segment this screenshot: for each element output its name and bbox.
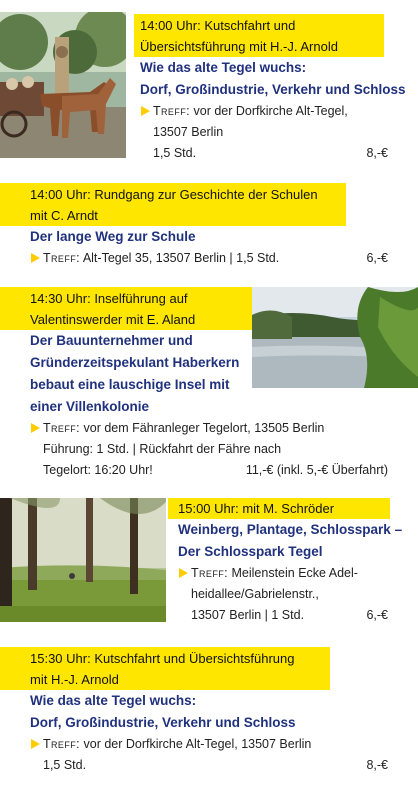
title-line: Der lange Weg zur Schule: [30, 229, 196, 244]
treff-location: vor der Dorfkirche Alt-Tegel, 13507 Berlin: [83, 737, 312, 751]
header-line: 15:30 Uhr: Kutschfahrt und Übersichtsführung: [30, 651, 295, 666]
event-4-price: 6,-€: [366, 608, 388, 622]
treff-location: Meilenstein Ecke Adel-: [231, 566, 358, 580]
header-line: 14:00 Uhr: Rundgang zur Geschichte der Schulen: [30, 187, 318, 202]
title-line: Gründerzeitspekulant Haberkern: [30, 355, 240, 370]
header-line: 15:00 Uhr: mit M. Schröder: [178, 501, 335, 516]
event-5-treff: [43, 734, 311, 776]
header-line: Valentinswerder mit E. Aland: [30, 312, 196, 327]
title-line: Wie das alte Tegel wuchs:: [140, 60, 307, 75]
event-3-price: 11,-€ (inkl. 5,-€ Überfahrt): [245, 463, 388, 477]
event-5-price: 8,-€: [366, 758, 388, 772]
event-2-price: 6,-€: [366, 251, 388, 265]
treff-location: Alt-Tegel 35, 13507 Berlin | 1,5 Std.: [82, 251, 280, 265]
treff-line: 13507 Berlin: [153, 125, 224, 139]
event-5-title: [30, 690, 296, 734]
header-line: mit H.-J. Arnold: [30, 672, 119, 687]
title-line: Weinberg, Plantage, Schlosspark –: [178, 522, 403, 537]
event-3-title: [30, 330, 239, 418]
arrow-icon: [31, 423, 40, 433]
title-line: Der Bauunternehmer und: [30, 333, 193, 348]
treff-label: Treff:: [191, 566, 229, 580]
treff-line: Führung: 1 Std. | Rückfahrt der Fähre nach: [43, 442, 282, 456]
event-5-header: [30, 648, 294, 690]
title-line: Dorf, Großindustrie, Verkehr und Schloss: [30, 715, 296, 730]
arrow-icon: [31, 253, 40, 263]
event-4-title: [178, 519, 402, 563]
treff-line: 13507 Berlin | 1 Std.: [191, 608, 305, 622]
treff-location: vor dem Fähranleger Tegelort, 13505 Berlin: [83, 421, 325, 435]
event-4-header: [178, 498, 334, 519]
title-line: Der Schlosspark Tegel: [178, 544, 323, 559]
treff-label: Treff:: [43, 421, 81, 435]
event-1-header: [140, 15, 338, 57]
event-2-treff: [43, 248, 279, 269]
header-line: 14:00 Uhr: Kutschfahrt und: [140, 18, 296, 33]
horse-carriage-photo: [0, 12, 126, 158]
event-1-price: 8,-€: [366, 146, 388, 160]
arrow-icon: [31, 739, 40, 749]
duration: 1,5 Std.: [43, 758, 87, 772]
event-4-treff: [191, 563, 358, 626]
title-line: Dorf, Großindustrie, Verkehr und Schloss: [140, 82, 406, 97]
arrow-icon: [179, 568, 188, 578]
treff-label: Treff:: [43, 251, 81, 265]
treff-line: heidallee/Gabrielenstr.,: [191, 587, 319, 601]
treff-location: vor der Dorfkirche Alt-Tegel,: [193, 104, 348, 118]
title-line: Wie das alte Tegel wuchs:: [30, 693, 197, 708]
event-1-title: [140, 57, 406, 101]
park-photo: [0, 498, 166, 622]
header-line: mit C. Arndt: [30, 208, 98, 223]
header-line: 14:30 Uhr: Inselführung auf: [30, 291, 188, 306]
event-2-title: [30, 226, 196, 248]
duration: 1,5 Std.: [153, 146, 197, 160]
title-line: bebaut eine lauschige Insel mit: [30, 377, 230, 392]
treff-label: Treff:: [153, 104, 191, 118]
header-line: Übersichtsführung mit H.-J. Arnold: [140, 39, 338, 54]
event-1-treff: [153, 101, 348, 164]
event-3-header: [30, 288, 195, 330]
treff-line: Tegelort: 16:20 Uhr!: [43, 463, 153, 477]
treff-label: Treff:: [43, 737, 81, 751]
arrow-icon: [141, 106, 150, 116]
lake-photo: [252, 287, 418, 388]
event-2-header: [30, 184, 318, 226]
title-line: einer Villenkolonie: [30, 399, 150, 414]
